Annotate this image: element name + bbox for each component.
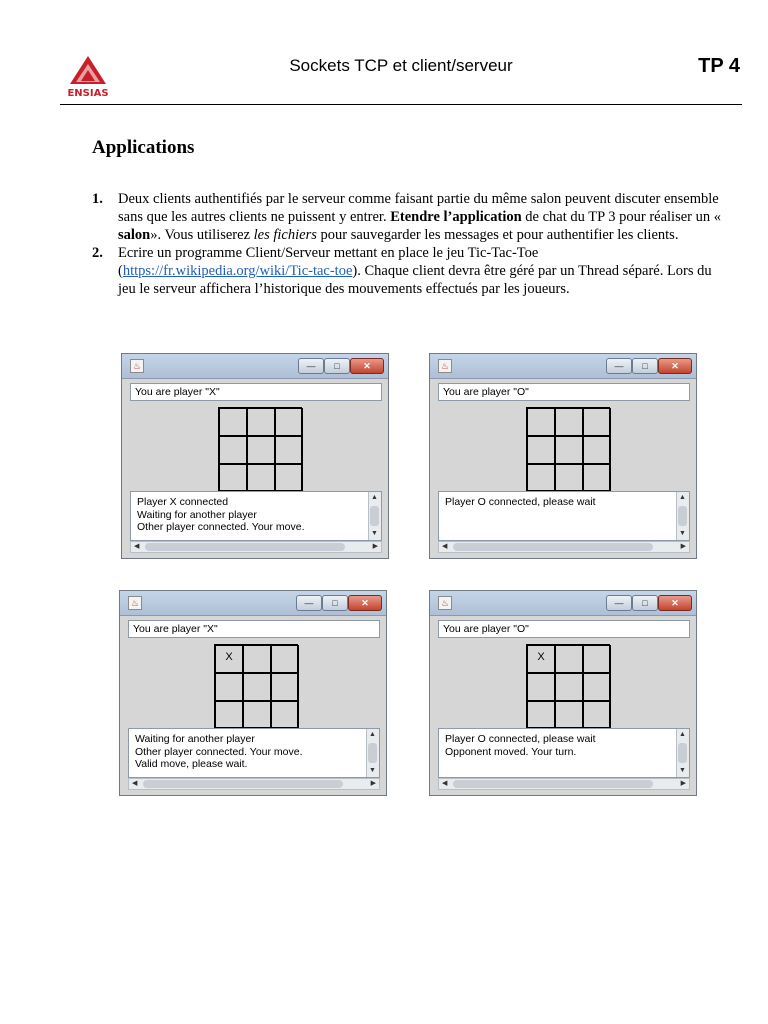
document-title: Sockets TCP et client/serveur: [289, 56, 513, 75]
scroll-thumb[interactable]: [678, 743, 687, 763]
window-titlebar[interactable]: [430, 354, 696, 379]
log-line: Valid move, please wait.: [135, 758, 248, 770]
board-cell[interactable]: [583, 673, 611, 701]
svg-text:ENSIAS: ENSIAS: [67, 88, 109, 98]
board-cell[interactable]: [527, 408, 555, 436]
tic-tac-toe-window: [429, 353, 697, 559]
scroll-down-icon[interactable]: ▼: [679, 767, 686, 774]
wikipedia-link[interactable]: https://fr.wikipedia.org/wiki/Tic-tac-toe: [122, 263, 353, 279]
horizontal-scrollbar[interactable]: [130, 541, 382, 553]
player-label: You are player "O": [438, 620, 690, 638]
scroll-left-icon[interactable]: ◀: [442, 543, 448, 550]
scroll-up-icon[interactable]: ▲: [369, 731, 376, 738]
item-text: ). Chaque client devra être géré par un Thread séparé. Lors du jeu le serveur affichera l’historique des mouvements effectués par les joueurs.: [118, 263, 712, 297]
tic-tac-toe-window: [429, 590, 697, 796]
exercise-1: [92, 190, 722, 244]
board-cell[interactable]: [271, 673, 299, 701]
item-bold: salon: [118, 227, 151, 243]
vertical-scrollbar[interactable]: [676, 492, 689, 540]
page-header: [60, 50, 742, 106]
board-cell[interactable]: [583, 645, 611, 673]
board-cell[interactable]: [555, 408, 583, 436]
java-icon: ♨: [438, 596, 452, 610]
minimize-button[interactable]: —: [606, 595, 632, 611]
game-board[interactable]: [214, 644, 298, 728]
window-titlebar[interactable]: [120, 591, 386, 616]
player-label: You are player "X": [128, 620, 380, 638]
board-cell[interactable]: [215, 701, 243, 729]
log-line: Other player connected. Your move.: [137, 521, 305, 533]
scroll-left-icon[interactable]: ◀: [134, 543, 140, 550]
player-label: You are player "O": [438, 383, 690, 401]
log-line: Player O connected, please wait: [445, 496, 596, 508]
scroll-right-icon[interactable]: ▶: [372, 543, 378, 550]
message-log[interactable]: [128, 728, 380, 778]
vertical-scrollbar[interactable]: [368, 492, 381, 540]
tp-number: TP 4: [698, 55, 740, 77]
log-line: Player O connected, please wait: [445, 733, 596, 745]
scroll-thumb[interactable]: [145, 543, 345, 551]
scroll-thumb[interactable]: [453, 780, 653, 788]
window-titlebar[interactable]: [122, 354, 388, 379]
item-italic: les fichiers: [253, 227, 317, 243]
close-button[interactable]: ✕: [658, 358, 692, 374]
vertical-scrollbar[interactable]: [676, 729, 689, 777]
board-cell[interactable]: X: [215, 645, 243, 673]
scroll-thumb[interactable]: [368, 743, 377, 763]
log-line: Waiting for another player: [135, 733, 255, 745]
player-label: You are player "X": [130, 383, 382, 401]
board-cell[interactable]: [271, 645, 299, 673]
scroll-up-icon[interactable]: ▲: [679, 731, 686, 738]
board-cell[interactable]: [583, 464, 611, 492]
minimize-button[interactable]: —: [606, 358, 632, 374]
item-text: Deux clients authentifiés par le serveur comme faisant partie du même salon peuvent discuter ensemble sans que les autres clients ne puissent y entrer.: [118, 191, 719, 225]
scroll-up-icon[interactable]: ▲: [371, 494, 378, 501]
minimize-button[interactable]: —: [298, 358, 324, 374]
horizontal-scrollbar[interactable]: [438, 778, 690, 790]
board-cell[interactable]: [275, 436, 303, 464]
board-cell[interactable]: [527, 701, 555, 729]
board-cell[interactable]: [219, 436, 247, 464]
message-log[interactable]: [130, 491, 382, 541]
scroll-right-icon[interactable]: ▶: [370, 780, 376, 787]
scroll-thumb[interactable]: [453, 543, 653, 551]
game-board[interactable]: [218, 407, 302, 491]
board-cell[interactable]: X: [527, 645, 555, 673]
java-icon: ♨: [438, 359, 452, 373]
scroll-down-icon[interactable]: ▼: [369, 767, 376, 774]
item-text: Ecrire un programme Client/Serveur mettant en place le jeu Tic-Tac-Toe (: [118, 245, 539, 279]
horizontal-scrollbar[interactable]: [128, 778, 380, 790]
log-line: Other player connected. Your move.: [135, 745, 303, 758]
message-log[interactable]: [438, 491, 690, 541]
section-title: Applications: [92, 137, 195, 158]
exercise-list: [92, 190, 722, 298]
scroll-down-icon[interactable]: ▼: [371, 530, 378, 537]
board-cell[interactable]: [527, 464, 555, 492]
board-cell[interactable]: [215, 673, 243, 701]
board-cell[interactable]: [583, 701, 611, 729]
game-board[interactable]: [526, 644, 610, 728]
board-cell[interactable]: [555, 701, 583, 729]
board-cell[interactable]: [247, 436, 275, 464]
item-number: 2.: [92, 245, 103, 261]
board-cell[interactable]: [271, 701, 299, 729]
board-cell[interactable]: [247, 464, 275, 492]
game-board[interactable]: [526, 407, 610, 491]
log-line: Player X connected: [137, 496, 229, 508]
scroll-left-icon[interactable]: ◀: [132, 780, 138, 787]
java-icon: ♨: [128, 596, 142, 610]
log-line: Opponent moved. Your turn.: [445, 745, 577, 758]
board-cell[interactable]: [555, 645, 583, 673]
java-icon: ♨: [130, 359, 144, 373]
scroll-thumb[interactable]: [143, 780, 343, 788]
scroll-left-icon[interactable]: ◀: [442, 780, 448, 787]
close-button[interactable]: ✕: [350, 358, 384, 374]
board-cell[interactable]: [555, 673, 583, 701]
board-cell[interactable]: [219, 464, 247, 492]
maximize-button[interactable]: □: [632, 595, 658, 611]
message-log[interactable]: [438, 728, 690, 778]
vertical-scrollbar[interactable]: [366, 729, 379, 777]
tic-tac-toe-window: [121, 353, 389, 559]
item-number: 1.: [92, 191, 103, 207]
close-button[interactable]: ✕: [658, 595, 692, 611]
board-cell[interactable]: [555, 436, 583, 464]
board-cell[interactable]: [243, 701, 271, 729]
board-cell[interactable]: [583, 436, 611, 464]
scroll-down-icon[interactable]: ▼: [679, 530, 686, 537]
board-cell[interactable]: [583, 408, 611, 436]
item-bold: Etendre l’application: [390, 209, 522, 225]
item-text: pour sauvegarder les messages et pour authentifier les clients.: [316, 227, 679, 243]
maximize-button[interactable]: □: [324, 358, 350, 374]
scroll-right-icon[interactable]: ▶: [680, 543, 686, 550]
board-cell[interactable]: [243, 645, 271, 673]
board-cell[interactable]: [247, 408, 275, 436]
scroll-thumb[interactable]: [678, 506, 687, 526]
board-cell[interactable]: [527, 436, 555, 464]
header-divider: [60, 104, 742, 105]
item-text: de chat du TP 3 pour réaliser un «: [521, 209, 721, 225]
tic-tac-toe-window: [119, 590, 387, 796]
board-cell[interactable]: [243, 673, 271, 701]
close-button[interactable]: ✕: [348, 595, 382, 611]
scroll-thumb[interactable]: [370, 506, 379, 526]
board-cell[interactable]: [527, 673, 555, 701]
scroll-up-icon[interactable]: ▲: [679, 494, 686, 501]
maximize-button[interactable]: □: [322, 595, 348, 611]
board-cell[interactable]: [555, 464, 583, 492]
minimize-button[interactable]: —: [296, 595, 322, 611]
log-line: Waiting for another player: [137, 508, 257, 521]
horizontal-scrollbar[interactable]: [438, 541, 690, 553]
board-cell[interactable]: [275, 408, 303, 436]
item-text: ». Vous utiliserez: [150, 227, 254, 243]
board-cell[interactable]: [275, 464, 303, 492]
window-titlebar[interactable]: [430, 591, 696, 616]
maximize-button[interactable]: □: [632, 358, 658, 374]
scroll-right-icon[interactable]: ▶: [680, 780, 686, 787]
exercise-2: [92, 244, 722, 298]
board-cell[interactable]: [219, 408, 247, 436]
